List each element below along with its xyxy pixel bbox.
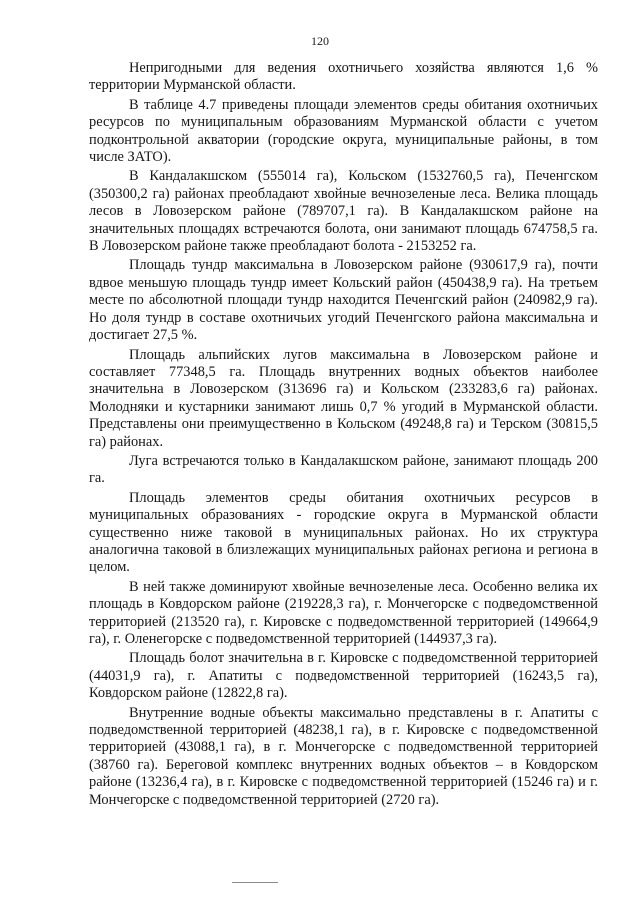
paragraph-city-districts: Площадь элементов среды обитания охотничьих ресурсов в муниципальных образованиях - городские округа в Мурманской области существенно ниже таковой в муниципальных районах. Но их структура аналогична таковой в близлежащих муниципальных районах региона и региона в целом. xyxy=(89,489,598,576)
paragraph-tundra: Площадь тундр максимальна в Ловозерском районе (930617,9 га), почти вдвое меньшую площадь тундр имеет Кольский район (450438,9 га). На третьем месте по абсолютной площади тундр находится Печенгский район (240982,9 га). Но доля тундр в составе охотничьих угодий Печенгского района максимальна и достигает 27,5 %. xyxy=(89,257,598,344)
paragraph-conifer-dominance: В ней также доминируют хвойные вечнозеленые леса. Особенно велика их площадь в Ковдорском районе (219228,3 га), г. Мончегорске с подведомственной территорией (213520 га), г. Кировске с подведомственной территорией (149664,9 га), г. Оленегорске с подведомственной территорией (144937,3 га). xyxy=(89,578,598,647)
paragraph-table-reference: В таблице 4.7 приведены площади элементов среды обитания охотничьих ресурсов по муниципальным образованиям Мурманской области с учетом подконтрольной акватории (городские округа, муниципальные районы, в том числе ЗАТО). xyxy=(89,96,598,166)
paragraph-inland-water: Внутренние водные объекты максимально представлены в г. Апатиты с подведомственной территорией (48238,1 га), в г. Кировске с подведомственной территорией (43088,1 га), в г. Мончегорске с подведомственной территорией (38760 га). Береговой комплекс внутренних водных объектов – в Ковдорском районе (13236,4 га), в г. Кировске с подведомственной территорией (15246 га) и г. Мончегорске с подведомственной территорией (2720 га). xyxy=(89,704,598,808)
paragraph-unsuitable-share: Непригодными для ведения охотничьего хозяйства являются 1,6 % территории Мурманской области. xyxy=(89,60,598,94)
paragraph-alpine-meadows-water: Площадь альпийских лугов максимальна в Ловозерском районе и составляет 77348,5 га. Площадь внутренних водных объектов наиболее значительна в Ловозерском (313696 га) и Кольском (233283,6 га) районах. Молодняки и кустарники занимают лишь 0,7 % угодий в Мурманской области. Представлены они преимущественно в Кольском (49248,8 га) и Терском (30815,5 га) районах. xyxy=(89,346,598,450)
document-body xyxy=(89,60,598,811)
paragraph-forests-bogs: В Кандалакшском (555014 га), Кольском (1532760,5 га), Печенгском (350300,2 га) районах преобладают хвойные вечнозеленые леса. Велика площадь лесов в Ловозерском районе (789707,1 га). В Кандалакшском районе на значительных площадях встречаются болота, они занимают площадь 674758,5 га. В Ловозерском районе также преобладают болота - 2153252 га. xyxy=(89,168,598,255)
page-number: 120 xyxy=(311,34,329,48)
footer-rule xyxy=(232,882,278,883)
paragraph-city-bogs: Площадь болот значительна в г. Кировске с подведомственной территорией (44031,9 га), г. Апатиты с подведомственной территорией (16243,5 га), Ковдорском районе (12822,8 га). xyxy=(89,650,598,702)
paragraph-meadows: Луга встречаются только в Кандалакшском районе, занимают площадь 200 га. xyxy=(89,452,598,487)
